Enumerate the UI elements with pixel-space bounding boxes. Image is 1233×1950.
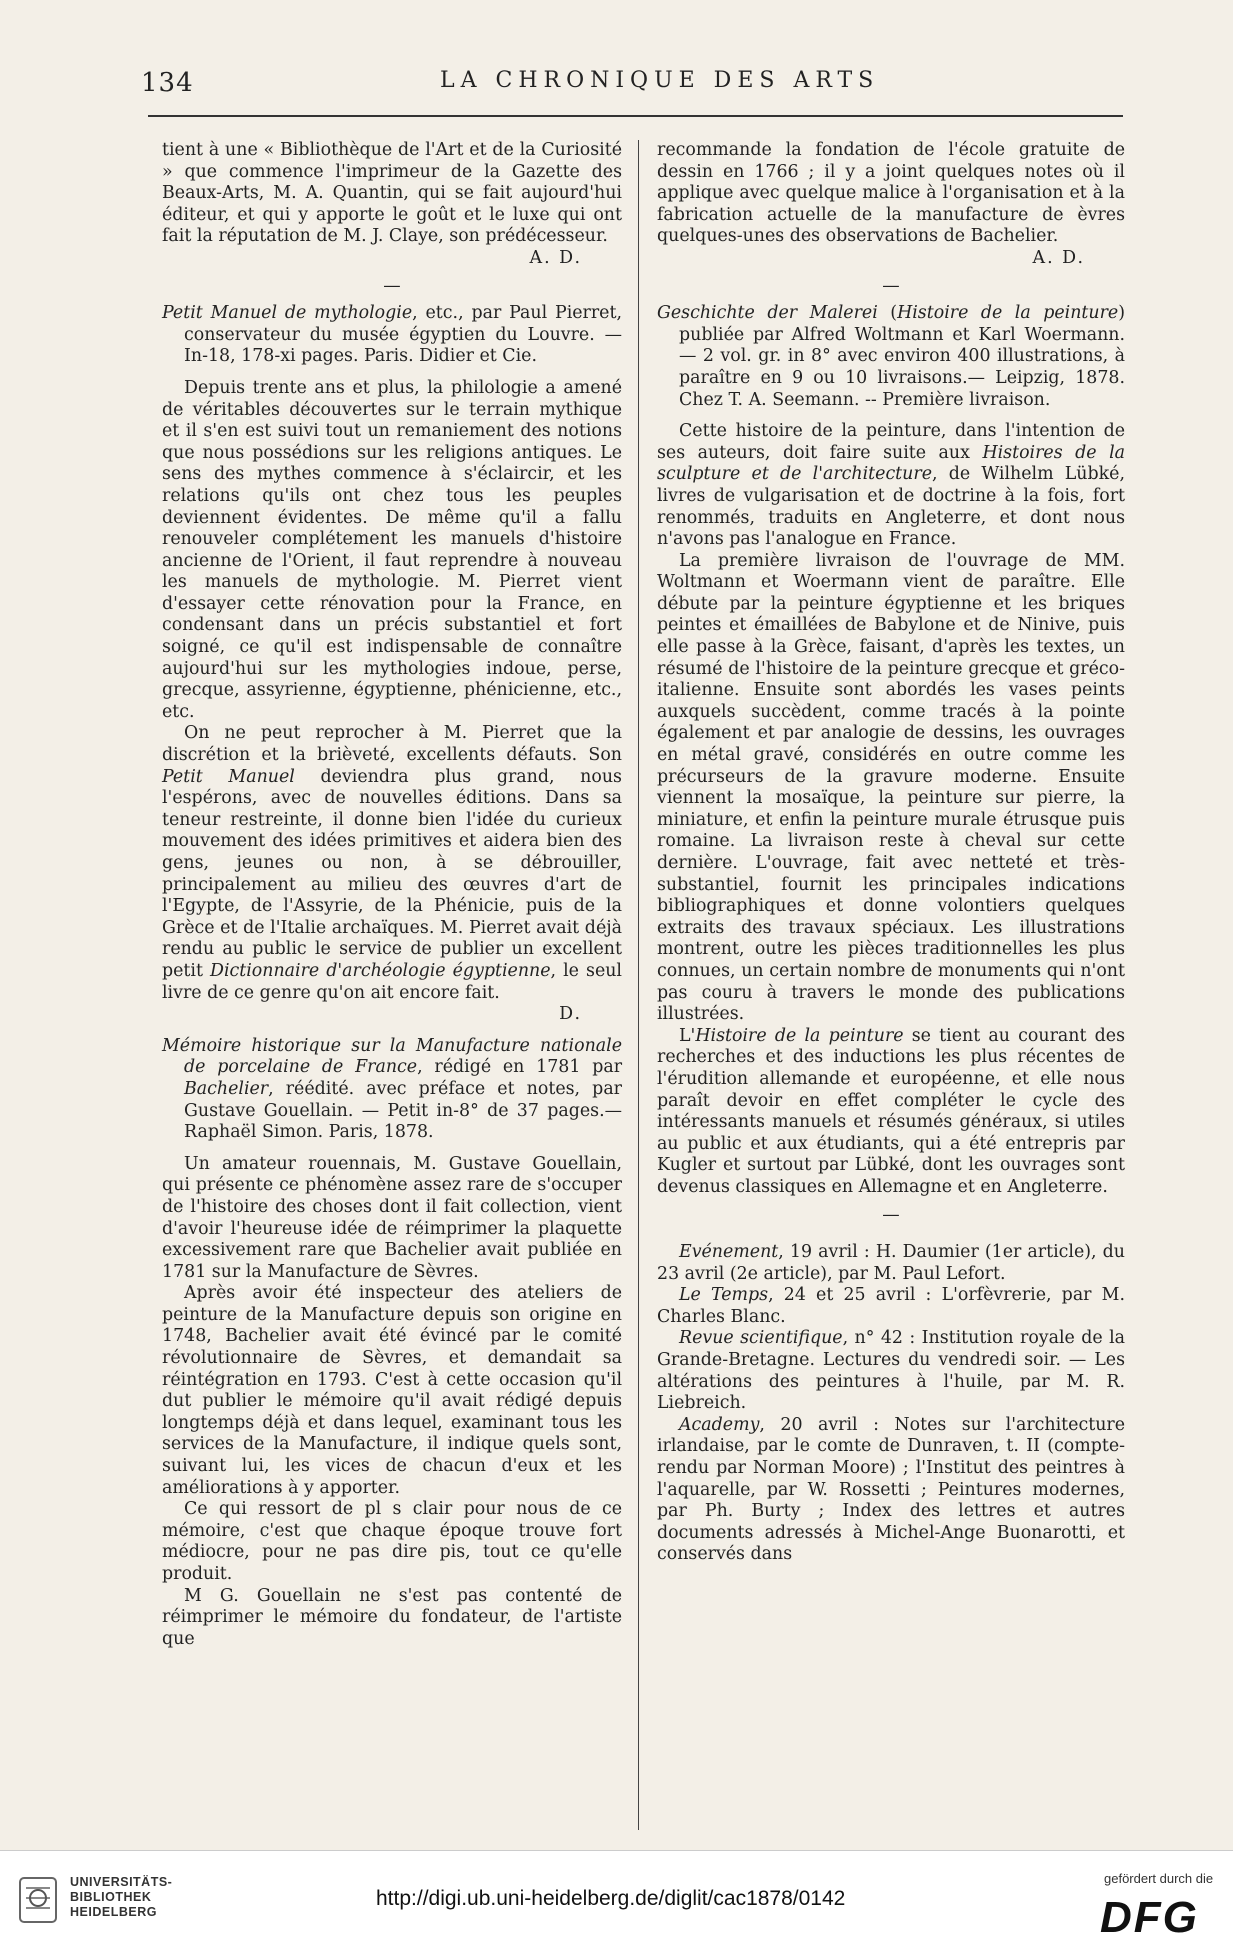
- paragraph: M G. Gouellain ne s'est pas contenté de réimprimer le mémoire du fondateur, de l'artiste que: [162, 1585, 622, 1649]
- paragraph: La première livraison de l'ouvrage de MM. Woltmann et Woermann vient de paraître. Elle débute par la peinture égyptienne et les briques peintes et émaillées de Babylone et de Ninive, puis elle passe à la Grèce, faisant, d'après les textes, un résumé de l'histoire de la peinture grecque et gréco-italienne. Ensuite sont abordés les vases peints auxquels succèdent, comme tracés à la pointe également et par analogie de dessins, les ouvrages en métal gravé, considérés en outre comme les précurseurs de la gravure moderne. Ensuite viennent la mosaïque, la peinture sur pierre, la miniature, et enfin la peinture murale étrusque puis romaine. La livraison reste à cheval sur cette dernière. L'ouvrage, fait avec netteté et très-substantiel, fournit les principales indications bibliographiques et donne volontiers quelques extraits des travaux spéciaux. Les illustrations montrent, outre les pièces traditionnelles les plus connues, un certain nombre de monuments qui n'ont pas couru à travers le monde des publications illustrées.: [657, 550, 1125, 1025]
- press-review: Academy, 20 avril : Notes sur l'architecture irlandaise, par le comte de Dunraven, t. II (compte-rendu par Norman Moore) ; l'Institut des peintres à l'aquarelle, par W. Rossetti ; Peintures modernes, par Ph. Burty ; Index des lettres et autres documents adressés à Michel-Ange Buonarotti, et conservés dans: [657, 1414, 1125, 1565]
- library-logo-text: UNIVERSITÄTS- BIBLIOTHEK HEIDELBERG: [70, 1875, 173, 1919]
- signature: D.: [559, 1004, 582, 1025]
- paragraph: Cette histoire de la peinture, dans l'intention de ses auteurs, doit faire suite aux Histoires de la sculpture et de l'architecture, de Wilhelm Lübké, livres de vulgarisation et de doctrine à la fois, fort renommés, traduits en Angleterre, et dont nous n'avons pas l'analogue en France.: [657, 421, 1125, 550]
- right-column: [657, 140, 1125, 1566]
- book-title: Petit Manuel de mythologie: [162, 303, 413, 324]
- paragraph: Ce qui ressort de pl s clair pour nous de ce mémoire, c'est que chaque époque trouve fort médiocre, pour ne pas dire pis, tout ce qu'elle produit.: [162, 1499, 622, 1584]
- source-url-link[interactable]: http://digi.ub.uni-heidelberg.de/diglit/cac1878/0142: [376, 1887, 846, 1910]
- paragraph: On ne peut reprocher à M. Pierret que la discrétion et la brièveté, excellents défauts. Son Petit Manuel deviendra plus grand, nous l'espérons, avec de nouvelles éditions. Dans sa teneur restreinte, il donne bien l'idée du curieux mouvement des idées primitives et aidera bien des gens, jeunes ou non, à se débrouiller, principalement au milieu des œuvres d'art de l'Egypte, de l'Assyrie, de la Phénicie, puis de la Grèce et de l'Italie archaïques. M. Pierret avait déjà rendu au public le service de publier un excellent petit Dictionnaire d'archéologie égyptienne, le seul livre de ce genre qu'on ait encore fait.: [162, 723, 622, 1003]
- column-divider: [638, 140, 639, 1830]
- left-column: [162, 140, 622, 1650]
- paragraph: Après avoir été inspecteur des ateliers de peinture de la Manufacture depuis son origine en 1748, Bachelier avait été évincé par le comité révolutionnaire de Sèvres, et demandait sa réintégration en 1793. C'est à cette occasion qu'il dut publier le mémoire qu'il avait rédigé depuis longtemps déjà et dans lequel, examinant tous les services de la Manufacture, il indique quels sont, suivant lui, les vices de chacun d'eux et les améliorations à y apporter.: [162, 1283, 622, 1498]
- paragraph: recommande la fondation de l'école gratuite de dessin en 1766 ; il y a joint quelques notes où il applique avec quelque malice à l'organisation et à la fabrication actuelle de la manufacture de èvres quelques-unes des observations de Bachelier.: [657, 140, 1125, 247]
- press-review: Evénement, 19 avril : H. Daumier (1er article), du 23 avril (2e article), par M. Paul Lefort.: [657, 1242, 1125, 1284]
- press-review: Revue scientifique, n° 42 : Institution royale de la Grande-Bretagne. Lectures du vendredi soir. — Les altérations des peintures à l'huile, par M. R. Liebreich.: [657, 1328, 1125, 1414]
- paragraph: Un amateur rouennais, M. Gustave Gouellain, qui présente ce phénomène assez rare de s'occuper de l'histoire des choses dont il fait collection, vient d'avoir l'heureuse idée de réimprimer la plaquette excessivement rare que Bachelier avait publiée en 1781 sur la Manufacture de Sèvres.: [162, 1153, 622, 1282]
- press-review: Le Temps, 24 et 25 avril : L'orfèvrerie, par M. Charles Blanc.: [657, 1285, 1125, 1327]
- signature: A. D.: [1032, 247, 1085, 268]
- separator: —: [383, 275, 401, 296]
- separator: —: [882, 275, 900, 296]
- review-heading: Geschichte der Malerei (Histoire de la peinture) publiée par Alfred Woltmann et Karl Woermann. — 2 vol. gr. in 8° avec environ 400 illustrations, à paraître en 9 ou 10 livraisons.— Leipzig, 1878. Chez T. A. Seemann. -- Première livraison.: [657, 303, 1125, 410]
- page-number: 134: [141, 68, 194, 98]
- university-seal-icon: [18, 1874, 58, 1926]
- review-heading: Petit Manuel de mythologie, etc., par Paul Pierret, conservateur du musée égyptien du Louvre. — In-18, 178-xi pages. Paris. Didier et Cie.: [162, 303, 622, 367]
- footer-bar: [0, 1850, 1233, 1950]
- review-heading: Mémoire historique sur la Manufacture nationale de porcelaine de France, rédigé en 1781 par Bachelier, réédité. avec préface et notes, par Gustave Gouellain. — Petit in-8° de 37 pages.— Raphaël Simon. Paris, 1878.: [162, 1035, 623, 1143]
- running-title: LA CHRONIQUE DES ARTS: [440, 68, 880, 93]
- separator: —: [882, 1204, 900, 1225]
- paragraph: tient à une « Bibliothèque de l'Art et de la Curiosité » que commence l'imprimeur de la Gazette des Beaux-Arts, M. A. Quantin, qui se fait aujourd'hui éditeur, et qui y apporte le goût et le luxe qui ont fait la réputation de M. J. Claye, son prédécesseur.: [162, 140, 622, 247]
- header-rule: [148, 115, 1123, 117]
- funded-by-label: gefördert durch die: [1104, 1871, 1214, 1886]
- dfg-logo: DFG: [1100, 1893, 1199, 1942]
- paragraph: L'Histoire de la peinture se tient au courant des recherches et des inductions les plus récentes de l'érudition allemande et européenne, et elle nous paraît devoir en effet compléter le cycle des intéressants manuels et résumés généraux, si utiles au public et aux étudiants, qui a été entrepris par Kugler et surtout par Lübké, dont les ouvrages sont devenus classiques en Allemagne et en Angleterre.: [657, 1025, 1125, 1197]
- signature: A. D.: [529, 247, 582, 268]
- paragraph: Depuis trente ans et plus, la philologie a amené de véritables découvertes sur le terrain mythique et il s'en est suivi tout un remaniement des notions que nous possédions sur les religions antiques. Le sens des mythes commence à s'éclaircir, et les relations qu'ils ont chez tous les peuples deviennent évidentes. De même qu'il a fallu renouveler complétement les manuels d'histoire ancienne de l'Orient, il faut reprendre à nouveau les manuels de mythologie. M. Pierret vient d'essayer cette rénovation pour la France, en condensant dans un précis substantiel et fort soigné, ce qu'il est indispensable de connaître aujourd'hui sur les mythologies indoue, perse, grecque, assyrienne, égyptienne, phénicienne, etc., etc.: [162, 377, 622, 722]
